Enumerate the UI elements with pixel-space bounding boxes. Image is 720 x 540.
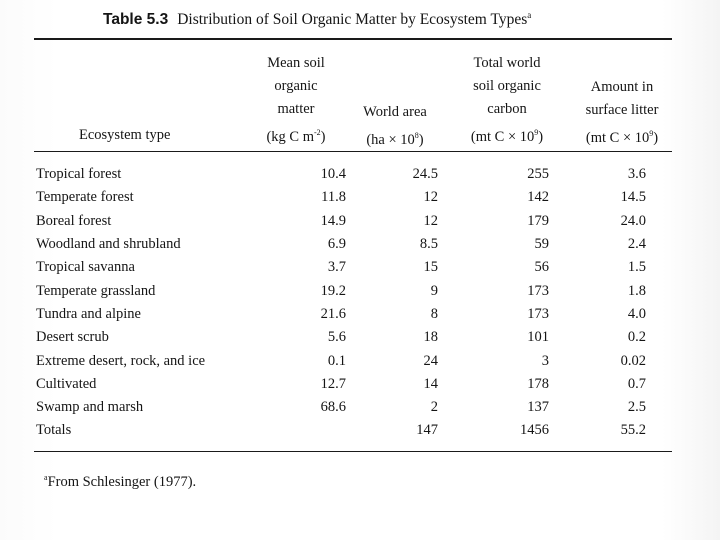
row-surface-litter: 0.02 bbox=[620, 352, 646, 369]
row-mean-soil: 12.7 bbox=[320, 375, 346, 392]
header-mean-soil-close: ) bbox=[320, 128, 326, 145]
row-ecosystem-name: Extreme desert, rock, and ice bbox=[36, 352, 206, 369]
row-surface-litter: 3.6 bbox=[627, 166, 646, 183]
row-world-area: 8 bbox=[430, 305, 438, 322]
header-total-carbon bbox=[446, 52, 568, 149]
row-mean-soil: 19.2 bbox=[320, 282, 346, 299]
row-surface-litter: 14.5 bbox=[620, 189, 646, 206]
table-row bbox=[36, 303, 646, 326]
header-surface-litter-close: ) bbox=[653, 129, 659, 146]
row-ecosystem-name: Woodland and shrubland bbox=[36, 236, 181, 253]
row-world-area: 12 bbox=[423, 189, 438, 206]
row-total-carbon: 137 bbox=[527, 399, 549, 416]
table-row bbox=[36, 396, 646, 419]
row-world-area: 14 bbox=[423, 375, 438, 392]
row-mean-soil: 10.4 bbox=[320, 166, 346, 183]
header-mean-soil-text: Mean soil organic matter (kg C m bbox=[266, 55, 325, 145]
row-world-area: 15 bbox=[423, 259, 438, 276]
header-surface-litter bbox=[566, 76, 678, 150]
table-row bbox=[36, 279, 646, 302]
header-ecosystem-type: Ecosystem type bbox=[79, 127, 171, 143]
row-mean-soil bbox=[272, 419, 346, 442]
row-ecosystem-name: Tropical savanna bbox=[36, 259, 135, 276]
row-mean-soil: 0.1 bbox=[327, 352, 346, 369]
row-total-carbon: 142 bbox=[527, 189, 549, 206]
table-row bbox=[36, 210, 646, 233]
header-mean-soil bbox=[246, 52, 346, 149]
row-mean-soil: 68.6 bbox=[320, 399, 346, 416]
data-table bbox=[36, 163, 646, 443]
row-total-carbon: 255 bbox=[527, 166, 549, 183]
table-row bbox=[36, 163, 646, 186]
row-ecosystem-name: Tundra and alpine bbox=[36, 305, 141, 322]
header-surface-litter-exponent: 9 bbox=[649, 129, 654, 138]
title-footnote-mark: a bbox=[527, 10, 532, 20]
row-world-area: 147 bbox=[416, 422, 438, 439]
table-row bbox=[36, 186, 646, 209]
footnote-text: From Schlesinger (1977). bbox=[47, 473, 197, 490]
footnote-mark: a bbox=[44, 473, 48, 482]
row-ecosystem-name: Temperate forest bbox=[36, 189, 134, 206]
bottom-rule bbox=[34, 451, 672, 452]
header-rule bbox=[34, 151, 672, 152]
row-world-area: 24 bbox=[423, 352, 438, 369]
table-body bbox=[36, 163, 646, 443]
row-mean-soil: 14.9 bbox=[320, 212, 346, 229]
row-surface-litter: 24.0 bbox=[620, 212, 646, 229]
row-mean-soil: 21.6 bbox=[320, 305, 346, 322]
row-mean-soil: 5.6 bbox=[327, 329, 346, 346]
footnote bbox=[44, 473, 196, 491]
top-rule bbox=[34, 38, 672, 40]
row-mean-soil: 11.8 bbox=[321, 189, 346, 206]
row-world-area: 24.5 bbox=[412, 166, 438, 183]
header-mean-soil-exponent: -2 bbox=[314, 128, 321, 137]
row-total-carbon: 173 bbox=[527, 282, 549, 299]
table-row bbox=[36, 373, 646, 396]
table-row bbox=[36, 256, 646, 279]
row-surface-litter: 0.2 bbox=[627, 329, 646, 346]
row-total-carbon: 178 bbox=[527, 375, 549, 392]
row-world-area: 18 bbox=[423, 329, 438, 346]
row-world-area: 9 bbox=[430, 282, 438, 299]
header-total-carbon-exponent: 9 bbox=[534, 128, 539, 137]
row-surface-litter: 1.8 bbox=[627, 282, 646, 299]
row-ecosystem-name: Totals bbox=[36, 422, 72, 439]
header-world-area bbox=[345, 101, 445, 152]
table-label: Table 5.3 bbox=[103, 11, 169, 29]
table-row bbox=[36, 419, 646, 442]
row-total-carbon: 1456 bbox=[520, 422, 549, 439]
header-total-carbon-text: Total world soil organic carbon (mt C × 10 bbox=[470, 55, 541, 145]
row-mean-soil: 6.9 bbox=[327, 236, 346, 253]
row-surface-litter: 2.4 bbox=[627, 236, 646, 253]
row-total-carbon: 3 bbox=[541, 352, 549, 369]
row-mean-soil: 3.7 bbox=[327, 259, 346, 276]
row-world-area: 2 bbox=[430, 399, 438, 416]
row-surface-litter: 2.5 bbox=[627, 399, 646, 416]
row-ecosystem-name: Swamp and marsh bbox=[36, 399, 144, 416]
row-total-carbon: 101 bbox=[527, 329, 549, 346]
row-ecosystem-name: Temperate grassland bbox=[36, 282, 156, 299]
row-surface-litter: 0.7 bbox=[627, 375, 646, 392]
row-surface-litter: 4.0 bbox=[627, 305, 646, 322]
row-total-carbon: 173 bbox=[527, 305, 549, 322]
header-world-area-close: ) bbox=[418, 131, 424, 148]
table-row bbox=[36, 349, 646, 372]
row-world-area: 12 bbox=[423, 212, 438, 229]
header-surface-litter-text: Amount in surface litter (mt C × 10 bbox=[585, 79, 659, 146]
table-title-text: Distribution of Soil Organic Matter by Ecosystem Types bbox=[177, 11, 528, 29]
header-total-carbon-close: ) bbox=[538, 128, 544, 145]
row-world-area: 8.5 bbox=[419, 236, 438, 253]
table-row bbox=[36, 326, 646, 349]
row-total-carbon: 59 bbox=[534, 236, 549, 253]
row-ecosystem-name: Desert scrub bbox=[36, 329, 109, 346]
table-title bbox=[103, 10, 531, 29]
row-ecosystem-name: Cultivated bbox=[36, 375, 97, 392]
row-surface-litter: 55.2 bbox=[620, 422, 646, 439]
row-ecosystem-name: Tropical forest bbox=[36, 166, 122, 183]
header-world-area-text: World area (ha × 10 bbox=[363, 104, 427, 148]
header-world-area-exponent: 8 bbox=[414, 131, 419, 140]
row-total-carbon: 179 bbox=[527, 212, 549, 229]
row-total-carbon: 56 bbox=[534, 259, 549, 276]
row-surface-litter: 1.5 bbox=[627, 259, 646, 276]
table-row bbox=[36, 233, 646, 256]
row-ecosystem-name: Boreal forest bbox=[36, 212, 112, 229]
